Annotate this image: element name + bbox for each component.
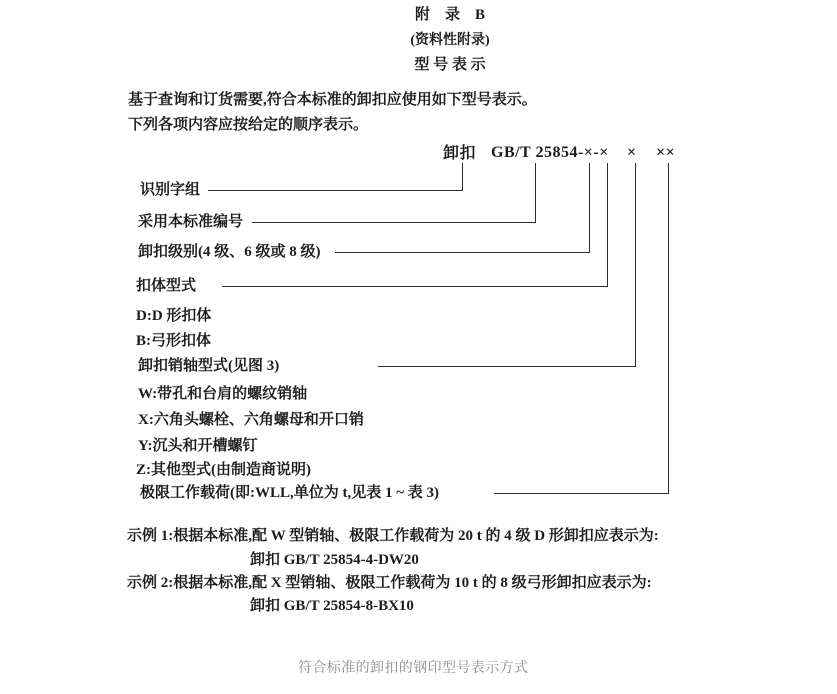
example-2-model: 卸扣 GB/T 25854-8-BX10 bbox=[250, 598, 414, 614]
label-pin-type-x: X:六角头螺栓、六角螺母和开口销 bbox=[138, 412, 364, 428]
label-body-type-d: D:D 形扣体 bbox=[136, 308, 212, 324]
appendix-title: 附 录 B bbox=[414, 7, 486, 23]
label-pin-type-y: Y:沉头和开槽螺钉 bbox=[138, 438, 258, 454]
example-1-text: 示例 1:根据本标准,配 W 型销轴、极限工作载荷为 20 t 的 4 级 D 形卸扣应表示为: bbox=[127, 528, 659, 544]
example-2-text: 示例 2:根据本标准,配 X 型销轴、极限工作载荷为 10 t 的 8 级弓形卸扣应表示为: bbox=[127, 575, 652, 591]
model-prefix: 卸扣 bbox=[443, 145, 477, 162]
model-standard-code: GB/T 25854-×-× bbox=[491, 144, 609, 161]
label-standard-number: 采用本标准编号 bbox=[138, 214, 244, 230]
label-pin-type: 卸扣销轴型式(见图 3) bbox=[138, 358, 280, 374]
model-x3: × bbox=[627, 144, 637, 161]
label-grade: 卸扣级别(4 级、6 级或 8 级) bbox=[138, 244, 321, 260]
label-pin-type-z: Z:其他型式(由制造商说明) bbox=[136, 462, 311, 478]
intro-line-1: 基于查询和订货需要,符合本标准的卸扣应使用如下型号表示。 bbox=[128, 92, 537, 108]
label-body-type: 扣体型式 bbox=[136, 278, 197, 294]
connector-wll bbox=[494, 163, 669, 494]
label-body-type-b: B:弓形扣体 bbox=[136, 333, 212, 349]
intro-line-2: 下列各项内容应按给定的顺序表示。 bbox=[128, 117, 369, 133]
figure-caption: 符合标准的卸扣的钢印型号表示方式 bbox=[298, 659, 529, 675]
label-pin-type-w: W:带孔和台肩的螺纹销轴 bbox=[138, 386, 308, 402]
label-wll: 极限工作载荷(即:WLL,单位为 t,见表 1 ~ 表 3) bbox=[140, 485, 440, 501]
section-title: 型 号 表 示 bbox=[414, 57, 486, 73]
appendix-subtitle: (资料性附录) bbox=[410, 33, 490, 48]
example-1-model: 卸扣 GB/T 25854-4-DW20 bbox=[250, 552, 419, 568]
model-x4: ×× bbox=[656, 144, 676, 161]
label-identification-group: 识别字组 bbox=[140, 182, 201, 198]
